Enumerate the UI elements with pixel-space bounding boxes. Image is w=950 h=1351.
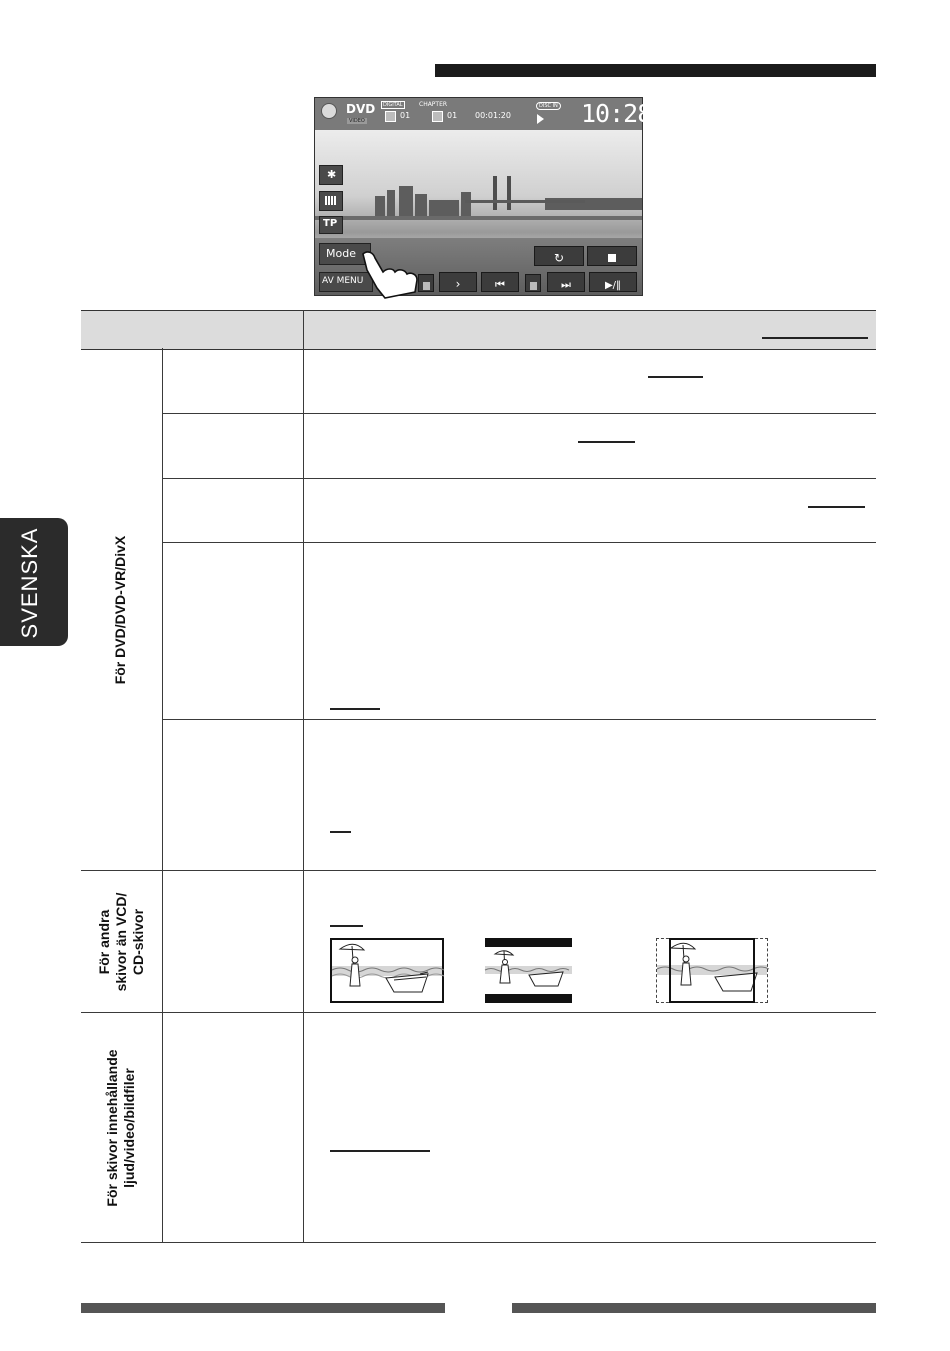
video-badge: VIDEO <box>349 118 365 124</box>
clock: 10:28 <box>581 99 652 128</box>
default-marker <box>330 708 380 710</box>
play-indicator-icon <box>537 114 544 124</box>
prev-track-icon: ⏮ <box>495 278 505 291</box>
source-label: DVD <box>346 102 376 116</box>
title-number: 01 <box>400 111 411 120</box>
equalizer-icon <box>325 196 337 205</box>
bluetooth-button[interactable] <box>319 165 343 185</box>
group-label-non-vcd: För andra skivor än VCD/ CD-skivor <box>96 892 146 992</box>
repeat-icon: ↻ <box>553 251 565 265</box>
footer-bar-left <box>81 1303 445 1313</box>
prev-track-button[interactable] <box>481 272 519 292</box>
play-pause-icon: ▶/‖ <box>604 280 622 291</box>
chapter-label: CHAPTER <box>419 101 448 108</box>
play-pause-button[interactable] <box>589 272 637 292</box>
default-marker <box>330 1150 430 1152</box>
chapter-select-button[interactable] <box>525 274 541 292</box>
mode-button[interactable]: Mode <box>319 243 371 265</box>
title-icon <box>385 111 396 122</box>
next-track-button[interactable] <box>547 272 585 292</box>
chapter-icon <box>432 111 443 122</box>
footer-bar-right <box>512 1303 876 1313</box>
equalizer-button[interactable] <box>319 191 343 211</box>
default-marker <box>330 831 351 833</box>
disc-icon <box>321 103 337 119</box>
default-marker <box>808 506 865 508</box>
aspect-illustration-panscan <box>656 938 768 1003</box>
device-screen <box>314 97 652 296</box>
header-underline <box>762 337 868 339</box>
header-bar <box>435 64 876 77</box>
next-button[interactable] <box>439 272 477 292</box>
next-track-icon: ⏭ <box>561 278 571 291</box>
default-marker <box>578 441 635 443</box>
next-icon: › <box>455 277 461 291</box>
stop-icon <box>608 254 616 262</box>
stop-button[interactable] <box>587 246 637 266</box>
elapsed-time: 00:01:20 <box>475 111 511 120</box>
format-badge: DIGITAL <box>383 102 403 108</box>
group-label-dvd: För DVD/DVD-VR/DivX <box>112 535 128 685</box>
av-menu-button[interactable]: AV MENU <box>319 272 373 292</box>
hand-pointer-icon <box>355 248 425 298</box>
group-label-media-files: För skivor innehållande ljud/video/bildfiler <box>104 1049 137 1207</box>
chapter-icon-small <box>530 282 537 290</box>
language-tab: SVENSKA <box>0 518 68 646</box>
repeat-button[interactable] <box>534 246 584 266</box>
default-marker <box>330 925 363 927</box>
tp-button[interactable]: TP <box>319 216 343 234</box>
bluetooth-icon: ✱ <box>327 169 337 181</box>
chapter-number: 01 <box>447 111 458 120</box>
default-marker <box>648 376 703 378</box>
aspect-illustration-letterbox <box>485 938 572 1003</box>
table-header <box>81 310 876 350</box>
disc-in-badge: DISC IN <box>536 102 561 110</box>
aspect-illustration-full <box>330 938 444 1003</box>
